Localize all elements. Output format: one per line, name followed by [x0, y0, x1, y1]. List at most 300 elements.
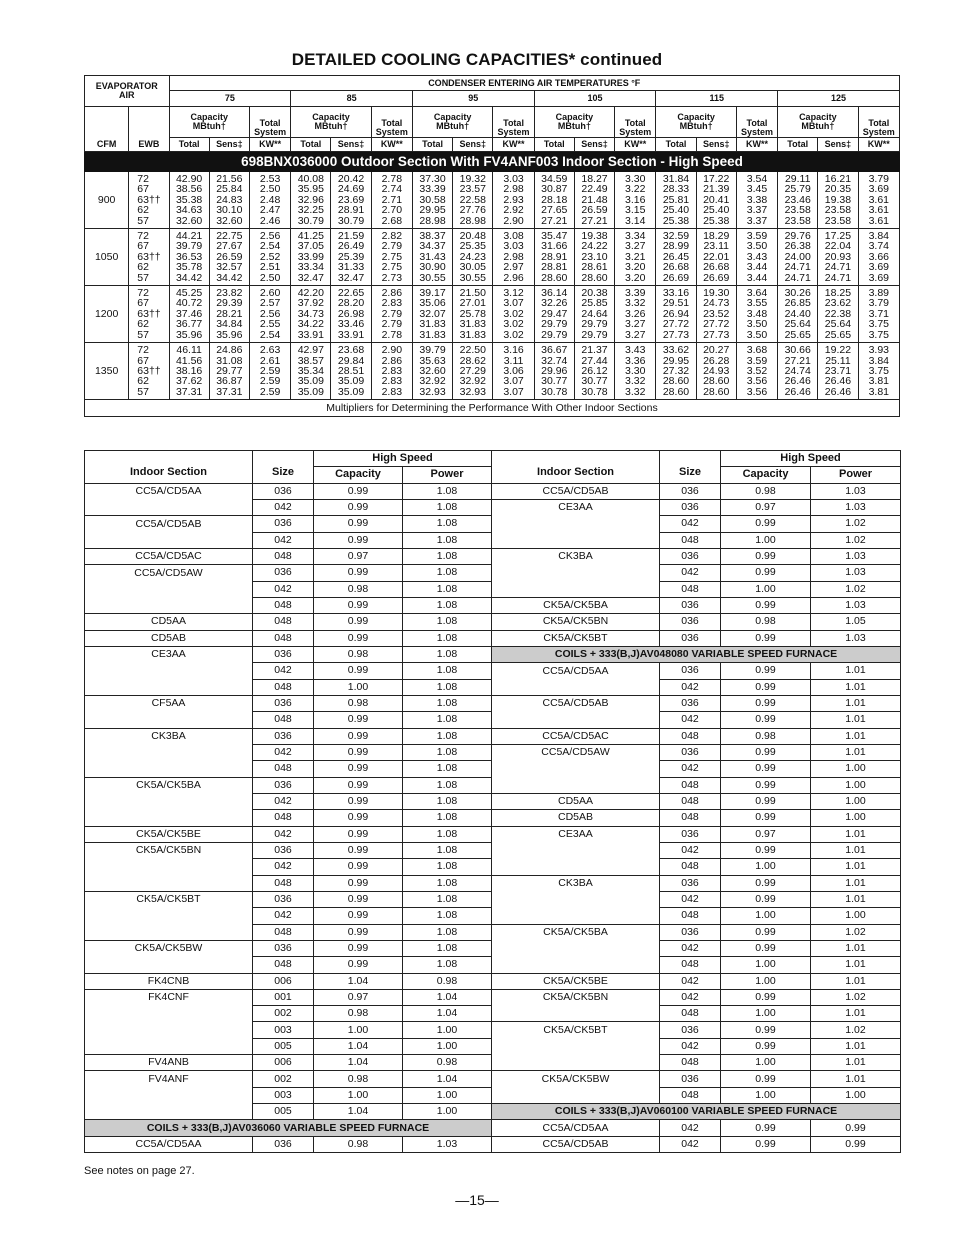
value: 25.40 — [703, 204, 730, 217]
multiplier-row — [85, 1071, 901, 1087]
value: 23.69 — [337, 193, 365, 206]
size-cell: 036 — [253, 646, 314, 662]
value: 28.81 — [541, 261, 568, 274]
indoor-section-name — [85, 875, 253, 891]
value: 40.72 — [175, 297, 203, 310]
indoor-section-name: CC5A/CD5AB — [85, 516, 253, 532]
multiplier-row — [85, 532, 901, 548]
value-cell — [656, 172, 696, 229]
value-cell — [493, 343, 534, 400]
capacity-cell: 0.99 — [314, 565, 403, 581]
size-cell: 042 — [660, 712, 721, 728]
value: 34.73 — [297, 307, 324, 320]
value: 38.56 — [175, 183, 203, 196]
power-cell: 1.01 — [811, 728, 901, 744]
size-cell: 042 — [253, 532, 314, 548]
size-cell: 042 — [253, 908, 314, 924]
value: 32.93 — [419, 385, 446, 398]
value: 37.30 — [419, 173, 446, 185]
ewb-value: 57 — [137, 385, 149, 398]
value: 30.78 — [541, 385, 568, 398]
total-system-header: Total System — [615, 107, 656, 138]
multiplier-row — [85, 483, 901, 499]
value: 28.99 — [662, 240, 690, 253]
value: 3.55 — [746, 297, 768, 310]
value-cell — [534, 343, 574, 400]
value: 20.27 — [703, 344, 730, 357]
value: 31.83 — [419, 328, 446, 341]
indoor-section-name: CK5A/CK5BA — [85, 777, 253, 793]
multiplier-row — [85, 826, 901, 842]
power-cell: 1.00 — [811, 761, 901, 777]
value: 37.05 — [297, 240, 324, 253]
value: 34.37 — [419, 240, 446, 253]
value: 27.21 — [541, 214, 568, 227]
value: 3.36 — [625, 354, 646, 367]
value-cell — [331, 229, 371, 286]
ewb-cell — [129, 343, 169, 400]
capacity-cell: 0.99 — [314, 728, 403, 744]
sens-header: Sens‡ — [696, 138, 736, 152]
ewb-value: 67 — [137, 183, 149, 196]
value: 3.68 — [746, 344, 768, 357]
value: 26.12 — [581, 364, 608, 377]
value: 23.58 — [824, 214, 852, 227]
value: 26.85 — [784, 297, 811, 310]
high-speed-header: High Speed — [314, 451, 492, 467]
value: 36.87 — [216, 375, 243, 388]
size-cell: 036 — [660, 744, 721, 760]
capacity-header: Capacity MBtuh† — [778, 107, 858, 138]
value: 3.75 — [868, 364, 889, 377]
capacity-cell: 0.98 — [721, 483, 811, 499]
capacity-cell: 0.99 — [721, 891, 811, 907]
value: 26.46 — [784, 385, 811, 398]
value: 31.33 — [337, 261, 365, 274]
value: 3.43 — [625, 344, 646, 357]
indoor-section-name: CE3AA — [492, 499, 660, 515]
value: 2.56 — [259, 307, 281, 320]
capacity-cell: 0.99 — [314, 663, 403, 679]
power-header-right: Power — [811, 467, 901, 483]
capacity-cell: 0.97 — [314, 548, 403, 564]
value: 42.90 — [175, 173, 203, 185]
indoor-section-name — [492, 1038, 660, 1054]
indoor-section-name — [85, 581, 253, 597]
value: 32.47 — [337, 271, 365, 284]
value: 20.41 — [703, 193, 730, 206]
value-cell — [453, 343, 493, 400]
value: 28.60 — [581, 271, 608, 284]
value: 27.29 — [459, 364, 486, 377]
power-cell: 0.98 — [403, 1055, 492, 1071]
total-system-header: Total System — [858, 107, 899, 138]
value: 27.32 — [662, 364, 690, 377]
value: 27.44 — [581, 354, 608, 367]
value: 32.60 — [419, 364, 446, 377]
sens-header: Sens‡ — [453, 138, 493, 152]
value: 3.32 — [625, 385, 646, 398]
size-cell: 042 — [660, 1120, 721, 1136]
capacity-cell: 0.99 — [721, 663, 811, 679]
value-cell — [736, 343, 777, 400]
value: 37.31 — [175, 385, 203, 398]
power-cell: 1.01 — [811, 695, 901, 711]
multiplier-row — [85, 761, 901, 777]
indoor-section-name — [492, 1087, 660, 1103]
value: 24.71 — [824, 261, 852, 274]
value: 3.93 — [868, 344, 889, 357]
value: 30.77 — [541, 375, 568, 388]
value: 32.74 — [541, 354, 568, 367]
multiplier-row — [85, 1136, 901, 1152]
value-cell — [453, 229, 493, 286]
value: 3.59 — [746, 230, 768, 243]
value-cell — [453, 172, 493, 229]
value: 3.20 — [625, 271, 646, 284]
power-cell: 1.08 — [403, 663, 492, 679]
value: 2.51 — [259, 261, 281, 274]
indoor-section-name — [85, 744, 253, 760]
power-cell: 1.08 — [403, 777, 492, 793]
power-cell: 1.01 — [811, 679, 901, 695]
value: 3.06 — [503, 364, 524, 377]
value: 35.95 — [297, 183, 324, 196]
indoor-section-name — [85, 1022, 253, 1038]
value: 29.79 — [541, 318, 568, 331]
size-cell: 006 — [253, 973, 314, 989]
value: 22.49 — [581, 183, 608, 196]
value: 40.08 — [297, 173, 324, 185]
value: 3.03 — [503, 173, 524, 185]
value: 23.58 — [824, 204, 852, 217]
value: 30.26 — [784, 287, 811, 300]
value-cell — [656, 229, 696, 286]
value: 31.83 — [459, 328, 486, 341]
capacity-cell: 0.99 — [314, 532, 403, 548]
sens-header: Sens‡ — [209, 138, 249, 152]
ewb-value: 57 — [137, 271, 149, 284]
value-cell — [291, 286, 331, 343]
indoor-section-name: FK4CNB — [85, 973, 253, 989]
value: 25.85 — [581, 297, 608, 310]
power-cell: 1.08 — [403, 842, 492, 858]
value: 31.83 — [419, 318, 446, 331]
indoor-section-name: CK5A/CK5BN — [492, 614, 660, 630]
multiplier-row — [85, 712, 901, 728]
size-cell: 042 — [660, 761, 721, 777]
value: 33.62 — [662, 344, 690, 357]
value-cell — [656, 343, 696, 400]
power-cell: 1.00 — [811, 1087, 901, 1103]
value: 36.14 — [541, 287, 568, 300]
indoor-section-name — [492, 842, 660, 858]
capacity-header: Capacity MBtuh† — [169, 107, 249, 138]
capacity-cell: 0.99 — [721, 940, 811, 956]
value: 27.73 — [662, 328, 690, 341]
indoor-section-name — [85, 1038, 253, 1054]
cooling-capacity-table — [84, 75, 900, 417]
value-cell — [371, 343, 412, 400]
indoor-section-name — [492, 1006, 660, 1022]
value: 32.60 — [216, 214, 243, 227]
temp-header: 85 — [291, 91, 413, 107]
indoor-section-name — [85, 957, 253, 973]
power-cell: 1.08 — [403, 499, 492, 515]
capacity-cell: 0.99 — [314, 957, 403, 973]
capacity-cell: 0.99 — [721, 842, 811, 858]
indoor-section-name: CC5A/CD5AB — [492, 695, 660, 711]
capacity-cell: 0.99 — [314, 891, 403, 907]
value: 30.05 — [459, 261, 486, 274]
power-cell: 1.08 — [403, 761, 492, 777]
value: 2.83 — [381, 297, 403, 310]
value: 22.04 — [824, 240, 852, 253]
total-system-header: Total System — [371, 107, 412, 138]
indoor-section-name — [85, 924, 253, 940]
value: 23.58 — [784, 204, 811, 217]
value: 2.50 — [259, 183, 281, 196]
cfm-row — [85, 343, 900, 400]
value: 3.11 — [503, 354, 524, 367]
value: 2.79 — [381, 240, 403, 253]
value: 24.00 — [784, 250, 811, 263]
capacity-cell: 0.99 — [314, 793, 403, 809]
value: 23.10 — [581, 250, 608, 263]
ewb-header: EWB — [129, 138, 169, 152]
multiplier-row — [85, 989, 901, 1005]
value: 28.60 — [662, 375, 690, 388]
value: 29.84 — [337, 354, 365, 367]
size-cell: 036 — [660, 548, 721, 564]
value-cell — [209, 343, 249, 400]
value-cell — [615, 343, 656, 400]
indoor-section-name — [492, 908, 660, 924]
multiplier-row — [85, 565, 901, 581]
indoor-section-name — [85, 597, 253, 613]
power-cell: 1.01 — [811, 973, 901, 989]
value: 3.21 — [625, 250, 646, 263]
size-cell: 048 — [660, 1087, 721, 1103]
value: 29.77 — [216, 364, 243, 377]
size-cell: 042 — [253, 826, 314, 842]
capacity-cell: 1.04 — [314, 973, 403, 989]
indoor-section-name: FV4ANF — [85, 1071, 253, 1087]
value: 19.38 — [824, 193, 852, 206]
size-cell: 003 — [253, 1087, 314, 1103]
capacity-cell: 0.99 — [314, 859, 403, 875]
value: 38.16 — [175, 364, 203, 377]
value: 26.46 — [824, 375, 852, 388]
size-cell: 048 — [660, 908, 721, 924]
value: 25.78 — [459, 307, 486, 320]
capacity-header: Capacity MBtuh† — [656, 107, 736, 138]
value-cell — [858, 229, 899, 286]
value: 3.34 — [625, 230, 646, 243]
indoor-section-name — [85, 859, 253, 875]
multiplier-row — [85, 499, 901, 515]
kw-header: KW** — [736, 138, 777, 152]
power-cell: 1.08 — [403, 744, 492, 760]
multiplier-row — [85, 810, 901, 826]
value: 17.22 — [703, 173, 730, 185]
capacity-cell: 0.99 — [314, 712, 403, 728]
multiplier-row — [85, 581, 901, 597]
value: 16.21 — [824, 173, 852, 185]
size-cell: 048 — [660, 728, 721, 744]
multiplier-row — [85, 859, 901, 875]
value-cell — [249, 172, 290, 229]
value: 33.91 — [337, 328, 365, 341]
value: 28.18 — [541, 193, 568, 206]
capacity-cell: 1.00 — [721, 973, 811, 989]
size-header-right: Size — [660, 451, 721, 484]
value-cell — [371, 286, 412, 343]
value: 3.12 — [503, 287, 524, 300]
size-cell: 048 — [660, 581, 721, 597]
value: 28.60 — [703, 375, 730, 388]
size-cell: 036 — [660, 499, 721, 515]
capacity-cell: 0.99 — [721, 810, 811, 826]
multiplier-row — [85, 1055, 901, 1071]
value: 34.63 — [175, 204, 203, 217]
value: 18.29 — [703, 230, 730, 243]
total-header: Total — [291, 138, 331, 152]
value-cell — [209, 172, 249, 229]
value: 26.49 — [337, 240, 365, 253]
kw-header: KW** — [615, 138, 656, 152]
cfm-cell: 900 — [85, 172, 129, 229]
multiplier-row — [85, 875, 901, 891]
size-cell: 036 — [660, 1022, 721, 1038]
total-header: Total — [778, 138, 818, 152]
multiplier-row — [85, 630, 901, 646]
power-cell: 1.08 — [403, 875, 492, 891]
size-cell: 036 — [660, 614, 721, 630]
value: 28.60 — [541, 271, 568, 284]
indoor-section-name — [85, 532, 253, 548]
value: 23.46 — [784, 193, 811, 206]
ewb-value: 62 — [137, 204, 149, 217]
power-cell: 1.01 — [811, 663, 901, 679]
value: 24.23 — [459, 250, 486, 263]
value: 22.38 — [824, 307, 852, 320]
ewb-value: 72 — [137, 344, 149, 357]
value: 24.83 — [216, 193, 243, 206]
total-system-header: Total System — [249, 107, 290, 138]
value: 26.69 — [703, 271, 730, 284]
value: 39.17 — [419, 287, 446, 300]
value: 30.79 — [337, 214, 365, 227]
value: 28.51 — [337, 364, 365, 377]
value: 22.75 — [216, 230, 243, 243]
value: 3.07 — [503, 297, 524, 310]
value-cell — [534, 286, 574, 343]
capacity-cell: 0.99 — [721, 1136, 811, 1152]
indoor-section-name: CC5A/CD5AW — [85, 565, 253, 581]
value: 2.90 — [503, 214, 524, 227]
value: 3.02 — [503, 307, 524, 320]
value: 2.71 — [381, 193, 403, 206]
value: 33.34 — [297, 261, 324, 274]
value: 29.11 — [784, 173, 811, 185]
value: 33.16 — [662, 287, 690, 300]
temp-header: 75 — [169, 91, 291, 107]
cfm-ewb-spacer — [129, 107, 169, 138]
total-header: Total — [656, 138, 696, 152]
value: 30.66 — [784, 344, 811, 357]
total-header: Total — [169, 138, 209, 152]
furnace-section-bar: COILS + 333(B,J)AV048080 VARIABLE SPEED FURNACE — [492, 646, 901, 662]
value: 2.79 — [381, 318, 403, 331]
capacity-cell: 0.99 — [721, 989, 811, 1005]
value-cell — [534, 172, 574, 229]
value: 27.01 — [459, 297, 486, 310]
kw-header: KW** — [249, 138, 290, 152]
size-cell: 042 — [660, 679, 721, 695]
page-number: —15— — [455, 1192, 499, 1208]
value: 22.50 — [459, 344, 486, 357]
multiplier-row — [85, 1006, 901, 1022]
value: 32.92 — [459, 375, 486, 388]
indoor-section-name: CC5A/CD5AB — [492, 1136, 660, 1152]
value-cell — [818, 286, 858, 343]
indoor-section-name — [85, 908, 253, 924]
power-cell: 1.01 — [811, 744, 901, 760]
capacity-cell: 0.99 — [314, 842, 403, 858]
value-cell — [249, 229, 290, 286]
value: 32.07 — [419, 307, 446, 320]
value: 3.69 — [868, 271, 889, 284]
value: 2.86 — [381, 287, 403, 300]
power-cell: 1.08 — [403, 712, 492, 728]
value: 26.28 — [703, 354, 730, 367]
sens-header: Sens‡ — [574, 138, 614, 152]
value: 2.52 — [259, 250, 281, 263]
power-cell: 1.08 — [403, 548, 492, 564]
value-cell — [615, 172, 656, 229]
value: 3.27 — [625, 318, 646, 331]
power-cell: 1.08 — [403, 957, 492, 973]
value: 3.43 — [746, 250, 768, 263]
value: 23.11 — [703, 240, 729, 253]
value: 32.25 — [297, 204, 324, 217]
capacity-header: Capacity MBtuh† — [291, 107, 371, 138]
multiplier-row — [85, 516, 901, 532]
value: 24.71 — [784, 271, 811, 284]
value: 32.57 — [216, 261, 243, 274]
capacity-cell: 0.99 — [721, 1120, 811, 1136]
size-cell: 048 — [660, 859, 721, 875]
value: 23.82 — [216, 287, 243, 300]
indoor-section-name: CK5A/CK5BT — [492, 1022, 660, 1038]
ewb-value: 63†† — [137, 250, 161, 263]
value: 39.79 — [175, 240, 203, 253]
value: 3.79 — [868, 297, 889, 310]
value: 25.64 — [784, 318, 811, 331]
capacity-cell: 0.99 — [721, 924, 811, 940]
capacity-cell: 0.99 — [721, 1022, 811, 1038]
value: 3.69 — [868, 183, 889, 196]
size-cell: 036 — [253, 695, 314, 711]
value: 35.06 — [419, 297, 446, 310]
value-cell — [574, 229, 614, 286]
ewb-value: 62 — [137, 375, 149, 388]
ewb-value: 63†† — [137, 193, 161, 206]
value: 39.79 — [419, 344, 446, 357]
value: 28.62 — [459, 354, 486, 367]
value: 21.50 — [459, 287, 486, 300]
